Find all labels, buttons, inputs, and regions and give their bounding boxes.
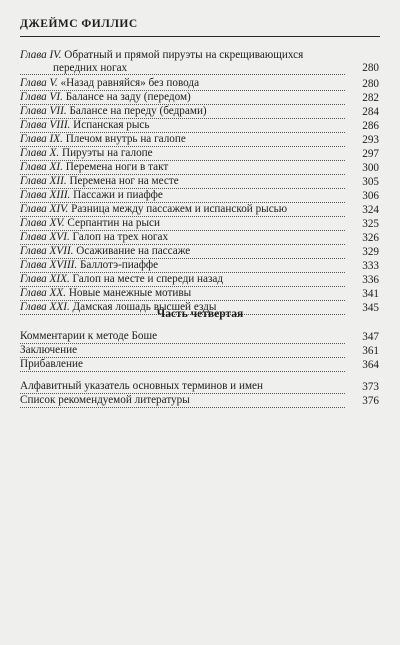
entry-title: Алфавитный указатель основных терминов и имен (20, 380, 263, 392)
toc-entry-title (20, 286, 345, 301)
toc-entry-title (20, 146, 345, 161)
toc-entry-title (20, 244, 345, 259)
toc-entry-title (20, 160, 345, 175)
chapter-title-line2: передних ногах (53, 61, 128, 74)
page-number: 347 (362, 331, 379, 343)
page-number: 280 (362, 62, 379, 74)
toc-entry-title (20, 49, 345, 75)
page-number: 280 (362, 78, 379, 90)
toc-entry-title (20, 188, 345, 203)
chapter-title-line1: Обратный и прямой пируэты на скрещивающихся (64, 49, 304, 61)
chapter-number: Глава XVII. (20, 245, 74, 257)
entry-title: Плечом внутрь на галопе (65, 133, 186, 145)
chapter-number: Глава V. (20, 77, 58, 89)
page-number: 286 (362, 120, 379, 132)
toc-entry-chapter (20, 189, 379, 203)
toc-entry-chapter (20, 287, 379, 301)
toc-entry-chapter (20, 105, 379, 119)
chapter-number: Глава XII. (20, 175, 67, 187)
toc-entry-chapter (20, 133, 379, 147)
chapter-number: Глава XXI. (20, 301, 70, 313)
chapter-number: Глава XI. (20, 161, 63, 173)
toc-entry-title (20, 258, 345, 273)
toc-entry-title (20, 202, 345, 217)
toc-entry-title (20, 393, 345, 408)
toc-entry-title (20, 343, 345, 358)
chapter-number: Глава VI. (20, 91, 63, 103)
toc-entry (20, 380, 379, 394)
toc-entry (20, 394, 379, 408)
entry-title: Галоп на месте и спереди назад (72, 273, 224, 285)
part-heading: Часть четвертая (156, 308, 244, 320)
entry-title: Баллотэ-пиаффе (80, 259, 159, 271)
entry-title: Балансе на переду (бедрами) (69, 105, 207, 117)
entry-title: Балансе на заду (передом) (65, 91, 191, 103)
toc-entry-title (20, 132, 345, 147)
chapter-list (20, 49, 379, 75)
toc-entry-chapter (20, 147, 379, 161)
page-number: 329 (362, 246, 379, 258)
toc-entry-title (20, 272, 345, 287)
toc-entry (20, 358, 379, 372)
entry-title: Пассажи и пиаффе (73, 189, 163, 201)
part4-list (20, 330, 379, 372)
page-number: 345 (362, 302, 379, 314)
back-matter-list (20, 380, 379, 408)
chapter-number: Глава XVI. (20, 231, 70, 243)
toc-entry-chapter (20, 77, 379, 91)
page-number: 373 (362, 381, 379, 393)
page-number: 361 (362, 345, 379, 357)
entry-title: Список рекомендуемой литературы (20, 394, 190, 406)
entry-title: Новые манежные мотивы (68, 287, 192, 299)
page-number: 324 (362, 204, 379, 216)
toc-entry (20, 330, 379, 344)
chapter-list-continued (20, 77, 379, 315)
toc-entry (20, 344, 379, 358)
toc-entry-chapter (20, 119, 379, 133)
toc-entry-chapter-4 (20, 49, 379, 75)
page-number: 325 (362, 218, 379, 230)
toc-entry-title (20, 230, 345, 245)
toc-entry-chapter (20, 231, 379, 245)
page-number: 297 (362, 148, 379, 160)
page-number: 284 (362, 106, 379, 118)
toc-entry-title (20, 104, 345, 119)
page-number: 305 (362, 176, 379, 188)
page-number: 341 (362, 288, 379, 300)
chapter-number: Глава XIV. (20, 203, 69, 215)
toc-entry-chapter (20, 273, 379, 287)
page-number: 333 (362, 260, 379, 272)
entry-title: Прибавление (20, 358, 83, 370)
page-number: 376 (362, 395, 379, 407)
toc-entry-chapter (20, 91, 379, 105)
entry-title: Комментарии к методе Боше (20, 330, 158, 342)
entry-title: Заключение (20, 344, 78, 356)
header-rule (20, 36, 380, 37)
chapter-number: Глава XX. (20, 287, 67, 299)
toc-entry-chapter (20, 245, 379, 259)
toc-entry-title (20, 76, 345, 91)
chapter-number: Глава VIII. (20, 119, 71, 131)
entry-title: Испанская рысь (73, 119, 150, 131)
page-number: 282 (362, 92, 379, 104)
entry-title: Галоп на трех ногах (72, 231, 169, 243)
toc-entry-chapter (20, 203, 379, 217)
toc-entry-chapter (20, 259, 379, 273)
page-number: 326 (362, 232, 379, 244)
page-number: 306 (362, 190, 379, 202)
toc-entry-title (20, 90, 345, 105)
toc-entry-chapter (20, 217, 379, 231)
entry-title: «Назад равняйся» без повода (60, 77, 200, 89)
toc-entry-title (20, 329, 345, 344)
entry-title: Перемена ног на месте (69, 175, 179, 187)
entry-title: Осаживание на пассаже (76, 245, 191, 257)
chapter-number: Глава XV. (20, 217, 65, 229)
entry-title: Пируэты на галопе (61, 147, 153, 159)
chapter-number: Глава IX. (20, 133, 63, 145)
toc-entry-title (20, 174, 345, 189)
toc-entry-title (20, 357, 345, 372)
entry-title: Серпантин на рыси (67, 217, 160, 229)
entry-title: Перемена ноги в такт (65, 161, 169, 173)
page-number: 293 (362, 134, 379, 146)
chapter-number: Глава XIX. (20, 273, 70, 285)
running-head: ДЖЕЙМС ФИЛЛИС (20, 18, 138, 30)
page-number: 336 (362, 274, 379, 286)
toc-entry-chapter (20, 161, 379, 175)
toc-entry-title (20, 118, 345, 133)
entry-title: Разница между пассажем и испанской рысью (71, 203, 288, 215)
chapter-number: Глава IV. (20, 49, 62, 61)
toc-entry-title (20, 216, 345, 231)
chapter-number: Глава X. (20, 147, 60, 159)
page-number: 364 (362, 359, 379, 371)
entry-title: Дамская лошадь высшей езды (72, 301, 217, 313)
chapter-number: Глава XIII. (20, 189, 71, 201)
chapter-number: Глава XVIII. (20, 259, 78, 271)
page-number: 300 (362, 162, 379, 174)
chapter-number: Глава VII. (20, 105, 67, 117)
toc-entry-title (20, 379, 345, 394)
toc-entry-chapter (20, 175, 379, 189)
